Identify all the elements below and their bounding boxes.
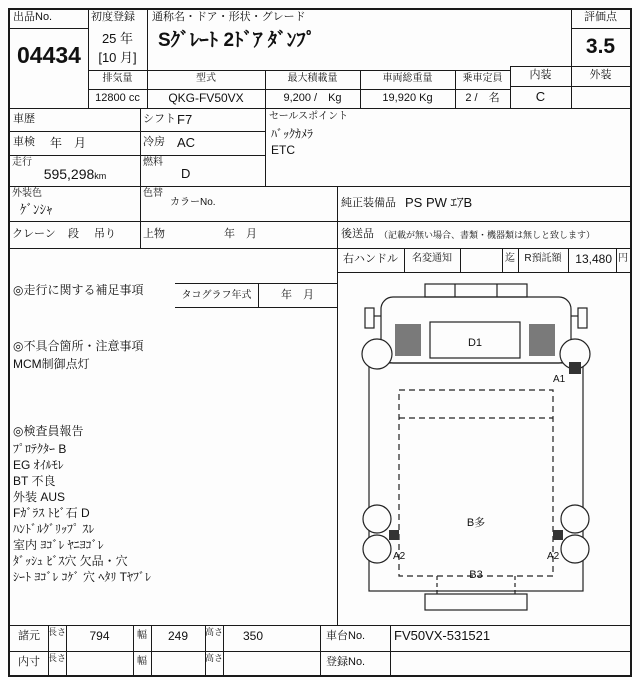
mileage-number: 595,298 xyxy=(43,166,95,182)
height-label: 高さ xyxy=(205,653,224,663)
length-value: 794 xyxy=(89,629,110,643)
inspector-item: 室内 ﾖｺﾞﾚ ﾔﾆﾖｺﾞﾚ xyxy=(13,538,104,552)
grid-line xyxy=(460,248,461,272)
crane-tsuri-label: 吊り xyxy=(94,228,116,240)
right-mirror xyxy=(578,308,587,328)
first-registration-year: 25 年 xyxy=(101,31,134,46)
inspector-item: ﾊﾝﾄﾞﾙｸﾞﾘｯﾌﾟ ｽﾚ xyxy=(13,522,95,536)
specs-row-label: 諸元 xyxy=(18,630,40,642)
damage-mark xyxy=(395,324,421,356)
grid-line xyxy=(10,28,88,29)
rear-bumper xyxy=(425,594,527,610)
grid-line xyxy=(175,307,337,308)
reg-no-label: 登録No. xyxy=(326,656,366,668)
lot-label: 出品No. xyxy=(13,11,53,23)
model-grade-label: 通称名・ドア・形状・グレード xyxy=(152,11,306,23)
gross-weight-value: 19,920 Kg xyxy=(382,92,433,104)
inspector-item: ｼｰﾄ ﾖｺﾞﾚ ｺｹﾞ 穴 ﾍﾀﾘ Tﾔﾌﾞﾚ xyxy=(13,570,152,584)
grid-line xyxy=(175,283,337,284)
inspector-item: ﾌﾟﾛﾃｸﾀｰ B xyxy=(13,442,67,456)
yen-label: 円 xyxy=(618,253,628,264)
grid-line xyxy=(10,248,630,249)
model-grade-value: Sｸﾞﾚｰﾄ 2ﾄﾞｱ ﾀﾞﾝﾌﾟ xyxy=(158,30,316,51)
sales-point-item: ETC xyxy=(271,143,295,157)
uwamono-label: 上物 xyxy=(143,228,165,240)
displacement-value: 12800 cc xyxy=(95,92,140,104)
diagram-label-a2-left: A2 xyxy=(393,551,406,562)
sales-point-item: ﾊﾞｯｸｶﾒﾗ xyxy=(271,127,314,141)
interior-grade: C xyxy=(535,89,546,104)
first-registration-label: 初度登録 xyxy=(91,11,135,23)
shift-label: シフト xyxy=(143,113,176,125)
chassis-no-value: FV50VX-531521 xyxy=(394,628,491,643)
rear-left-wheel xyxy=(363,535,391,563)
color-change-label: 色替 xyxy=(143,188,163,199)
inspector-item: ﾀﾞｯｼｭ ﾋﾞｽ穴 欠品・穴 xyxy=(13,554,128,568)
first-registration-month: [10 月] xyxy=(98,50,137,65)
damage-mark-a1 xyxy=(569,362,581,374)
handle-label: 右ハンドル xyxy=(343,253,398,265)
grid-line xyxy=(265,70,266,186)
inspector-item: 外装 AUS xyxy=(13,490,66,504)
color-no-label: カラーNo. xyxy=(170,197,216,208)
diagram-label-b3: B3 xyxy=(469,569,483,581)
crane-dan-label: 段 xyxy=(68,228,79,240)
tacho-label: タコグラフ年式 xyxy=(181,290,252,301)
width-label: 幅 xyxy=(137,630,147,641)
grid-line xyxy=(510,86,630,87)
damage-mark-a2 xyxy=(389,530,399,540)
grid-line xyxy=(10,186,630,187)
front-left-wheel xyxy=(362,339,392,369)
aircon-value: AC xyxy=(177,135,196,150)
grid-line xyxy=(10,108,630,109)
diagram-label-d1: D1 xyxy=(467,337,483,349)
damage-mark xyxy=(529,324,555,356)
length-label: 長さ xyxy=(48,653,67,663)
chassis-no-label: 車台No. xyxy=(326,630,366,642)
mileage-note-title: ◎走行に関する補足事項 xyxy=(13,283,144,297)
body-color-value: ｹﾞﾝｼｬ xyxy=(20,202,53,217)
score-label: 評価点 xyxy=(584,11,617,23)
grid-line xyxy=(10,155,265,156)
uwamono-value: 年 月 xyxy=(224,228,257,240)
grid-line xyxy=(10,221,630,222)
shift-value: F7 xyxy=(177,112,193,127)
crane-label: クレーン xyxy=(12,228,56,240)
deposit-label: R預託額 xyxy=(524,253,562,264)
capacity-label: 乗車定員 xyxy=(462,73,503,84)
interior-label: 内装 xyxy=(529,69,552,81)
inspector-item: BT 不良 xyxy=(13,474,56,488)
length-label: 長さ xyxy=(48,627,67,637)
grid-line xyxy=(390,625,391,675)
width-value: 249 xyxy=(167,629,189,643)
aircon-label: 冷房 xyxy=(143,136,165,148)
defect-item: MCM制御点灯 xyxy=(13,357,90,371)
vehicle-diagram xyxy=(337,272,630,625)
made-label: 迄 xyxy=(505,253,515,264)
height-value: 350 xyxy=(242,629,264,643)
sales-points-label: セールスポイント xyxy=(269,111,349,122)
equipment-value: PS PW ｴｱB xyxy=(405,195,473,210)
history-label: 車歴 xyxy=(13,113,35,125)
displacement-label: 排気量 xyxy=(102,73,133,84)
inner-dims-row-label: 内寸 xyxy=(18,656,40,668)
grid-line xyxy=(320,625,321,675)
rear-right-wheel xyxy=(561,535,589,563)
grid-line xyxy=(10,131,265,132)
grid-line xyxy=(571,28,630,29)
inspection-value: 年 月 xyxy=(50,136,87,150)
fuel-value: D xyxy=(181,166,191,181)
inspector-item: Fｶﾞﾗｽ ﾄﾋﾞ石 D xyxy=(13,506,90,520)
damage-mark-a2 xyxy=(553,530,563,540)
capacity-value: 2 / 名 xyxy=(465,92,500,104)
left-mirror xyxy=(365,308,374,328)
exterior-label: 外装 xyxy=(589,69,612,81)
diagram-label-a1: A1 xyxy=(553,374,566,385)
diagram-label-b-many: B多 xyxy=(466,517,486,529)
grid-line xyxy=(88,89,510,90)
gross-weight-label: 車両総重量 xyxy=(382,73,433,84)
model-code-label: 型式 xyxy=(196,73,216,84)
inspection-label: 車検 xyxy=(13,136,35,148)
inspector-item: EG ｵｲﾙﾓﾚ xyxy=(13,458,64,472)
mileage-value xyxy=(10,166,140,183)
inspector-title: ◎検査員報告 xyxy=(13,424,84,438)
rear-right-wheel xyxy=(561,505,589,533)
mileage-unit: km xyxy=(94,171,107,181)
max-load-label: 最大積載量 xyxy=(287,73,338,84)
defects-title: ◎不具合箇所・注意事項 xyxy=(13,339,144,353)
grid-line xyxy=(510,66,630,67)
width-label: 幅 xyxy=(137,656,147,667)
body-color-label: 外装色 xyxy=(12,188,42,199)
deposit-value: 13,480 xyxy=(575,252,612,266)
grid-line xyxy=(140,108,141,248)
rear-left-wheel xyxy=(363,505,391,533)
name-change-label: 名変通知 xyxy=(412,253,452,264)
grid-line xyxy=(88,70,510,71)
tacho-value: 年 月 xyxy=(281,289,314,301)
lot-number: 04434 xyxy=(17,42,81,68)
model-code-value: QKG-FV50VX xyxy=(168,91,244,105)
equipment-label: 純正装備品 xyxy=(341,197,396,209)
kousouhin-label: 後送品 xyxy=(341,228,374,240)
score-value: 3.5 xyxy=(585,35,616,58)
front-bumper xyxy=(425,284,527,297)
kousouhin-note: （記載が無い場合、書類・機器類は無しと致します） xyxy=(379,230,596,240)
max-load-value: 9,200 / Kg xyxy=(283,92,342,104)
fuel-label: 燃料 xyxy=(143,157,163,168)
mileage-label: 走行 xyxy=(12,157,32,168)
height-label: 高さ xyxy=(205,627,224,637)
diagram-label-a2-right: A2 xyxy=(547,551,560,562)
